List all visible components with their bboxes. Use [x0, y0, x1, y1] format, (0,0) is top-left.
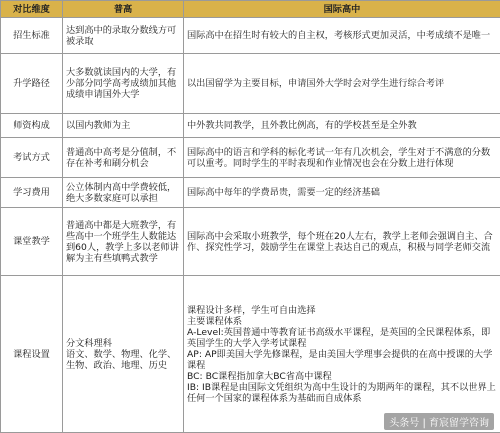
header-row — [1, 1, 500, 18]
pugao-cell: 普通高中高考是分值制，不存在补考和刷分机会 — [63, 138, 184, 178]
row-label: 课程设置 — [1, 276, 63, 433]
course-line: 课程设计多样，学生可自由选择 — [187, 304, 316, 316]
table-row — [1, 114, 500, 138]
header-dimension: 对比维度 — [1, 1, 63, 18]
intl-cell: 国际高中的语言和学科的标化考试一年有几次机会，学生对于不满意的分数可以重考。同时学生的平时表现和作业情况也会在分数上进行体现 — [184, 138, 500, 178]
course-line: IB: IB课程是由国际文凭组织为高中生设计的为期两年的课程，其不以世界上任何一个国家的课程体系为基础而自成体系 — [187, 381, 496, 404]
row-label: 课堂教学 — [1, 208, 63, 276]
course-line: A-Level:英国普通中等教育证书高级水平课程，是英国的全民课程体系，即英国学生的大学入学考试课程 — [187, 326, 491, 349]
row-label: 师资构成 — [1, 114, 63, 138]
pugao-cell: 普通高中都是大班教学，有些高中一个班学生人数能达到60人，教学上多以老师讲解为主有些填鸭式教学 — [63, 208, 184, 276]
intl-cell: 国际高中在招生时有较大的自主权，考核形式更加灵活，中考成绩不是唯一 — [184, 18, 500, 54]
watermark: 头条号 | 育宸留学咨询 — [384, 413, 494, 430]
row-label: 升学路径 — [1, 54, 63, 114]
intl-cell: 国际高中每年的学费昂贵，需要一定的经济基础 — [184, 178, 500, 208]
row-label: 学习费用 — [1, 178, 63, 208]
table-row — [1, 54, 500, 114]
intl-cell: 以出国留学为主要目标，申请国外大学时会对学生进行综合考评 — [184, 54, 500, 114]
intl-cell — [184, 276, 500, 433]
course-line: BC: BC课程指加拿大BC省高中课程 — [187, 370, 332, 382]
pugao-cell: 达到高中的录取分数线方可被录取 — [63, 18, 184, 54]
pugao-cell: 分文科理科 语文、数学、物理、化学、生物、政治、地理、历史 — [63, 276, 184, 433]
intl-cell: 中外教共同教学，且外教比例高，有的学校甚至是全外教 — [184, 114, 500, 138]
header-intl: 国际高中 — [184, 1, 500, 18]
header-pugao: 普高 — [63, 1, 184, 18]
pugao-cell: 公立体制内高中学费较低，绝大多数家庭可以承担 — [63, 178, 184, 208]
table-row — [1, 138, 500, 178]
table-row — [1, 208, 500, 276]
course-line: 主要课程体系 — [187, 315, 243, 327]
intl-cell: 国际高中会采取小班教学，每个班在20人左右，教学上老师会强调自主、合作、探究性学习，鼓励学生在课堂上表达自己的观点，积极与同学老师交流 — [184, 208, 500, 276]
row-label: 考试方式 — [1, 138, 63, 178]
row-label: 招生标准 — [1, 18, 63, 54]
course-line: AP: AP即美国大学先修课程，是由美国大学理事会提供的在高中授课的大学课程 — [187, 348, 493, 371]
pugao-cell: 大多数就读国内的大学，有少部分同学高考成绩加其他成绩申请国外大学 — [63, 54, 184, 114]
pugao-cell: 以国内教师为主 — [63, 114, 184, 138]
table-row — [1, 18, 500, 54]
table-row — [1, 178, 500, 208]
table-row — [1, 276, 500, 433]
